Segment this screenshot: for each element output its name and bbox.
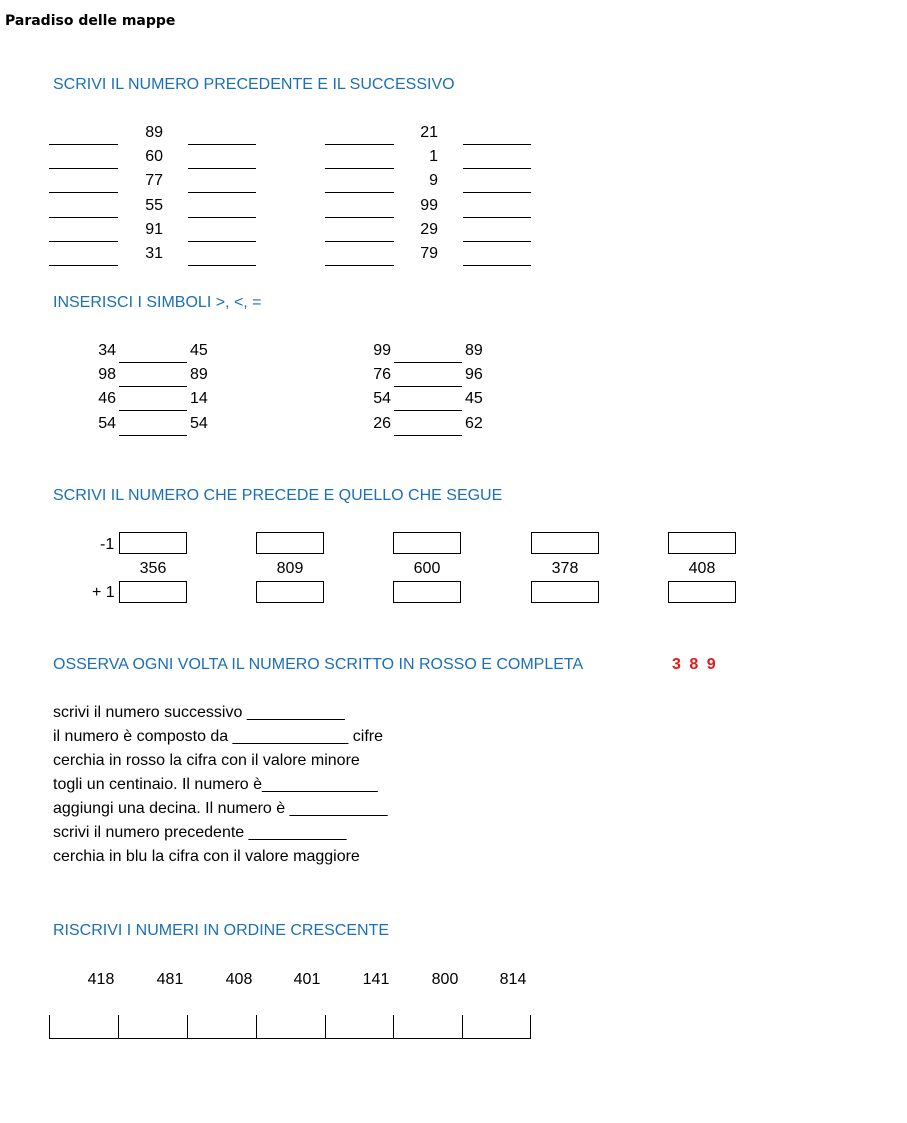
- answer-slot[interactable]: [119, 1015, 187, 1038]
- compare-right-number: 96: [465, 366, 483, 384]
- given-number: 31: [145, 245, 163, 262]
- number-to-order: 800: [431, 971, 459, 988]
- brand-title: Paradiso delle mappe: [5, 13, 176, 29]
- number-to-order: 141: [362, 971, 390, 988]
- answer-line-next[interactable]: [463, 241, 531, 242]
- answer-line-previous[interactable]: [325, 144, 394, 145]
- answer-line-previous[interactable]: [325, 217, 394, 218]
- answer-line-next[interactable]: [463, 217, 531, 218]
- symbol-answer-line[interactable]: [119, 410, 187, 411]
- answer-line-next[interactable]: [463, 265, 531, 266]
- scale-tick: [530, 1015, 531, 1039]
- compare-left-number: 98: [98, 366, 116, 384]
- number-to-order: 481: [156, 971, 184, 988]
- previous-number-box[interactable]: [256, 532, 324, 554]
- answer-line-previous[interactable]: [49, 144, 118, 145]
- answer-slot[interactable]: [463, 1015, 530, 1038]
- number-to-order: 418: [87, 971, 115, 988]
- given-number: 79: [420, 245, 438, 262]
- instruction-line: togli un centinaio. Il numero è_____________: [53, 776, 378, 793]
- answer-line-previous[interactable]: [49, 192, 118, 193]
- symbol-answer-line[interactable]: [119, 362, 187, 363]
- instruction-line: scrivi il numero precedente ___________: [53, 824, 347, 841]
- instruction-line: scrivi il numero successivo ___________: [53, 704, 345, 721]
- section-title-precede-follow: SCRIVI IL NUMERO CHE PRECEDE E QUELLO CHE SEGUE: [53, 487, 503, 504]
- compare-left-number: 26: [373, 414, 391, 432]
- answer-baseline: [49, 1038, 531, 1039]
- answer-line-previous[interactable]: [325, 241, 394, 242]
- compare-right-number: 89: [465, 342, 483, 359]
- symbol-answer-line[interactable]: [119, 386, 187, 387]
- instruction-line: il numero è composto da _____________ cifre: [53, 728, 383, 745]
- previous-number-box[interactable]: [668, 532, 736, 554]
- compare-right-number: 45: [190, 342, 208, 359]
- answer-line-next[interactable]: [188, 217, 256, 218]
- given-number: 21: [420, 124, 438, 141]
- answer-line-next[interactable]: [188, 168, 256, 169]
- given-number: 378: [551, 560, 579, 577]
- section-title-observe: OSSERVA OGNI VOLTA IL NUMERO SCRITTO IN ROSSO E COMPLETA: [53, 656, 584, 673]
- symbol-answer-line[interactable]: [394, 435, 462, 436]
- given-number: 91: [145, 220, 163, 238]
- answer-line-previous[interactable]: [325, 192, 394, 193]
- given-number: 99: [420, 196, 438, 214]
- previous-number-box[interactable]: [119, 532, 187, 554]
- given-number: 600: [413, 560, 441, 577]
- red-number: 3 8 9: [672, 656, 718, 673]
- next-number-box[interactable]: [256, 581, 324, 603]
- answer-line-next[interactable]: [188, 144, 256, 145]
- given-number: 55: [145, 196, 163, 214]
- next-number-box[interactable]: [531, 581, 599, 603]
- number-to-order: 401: [293, 971, 321, 988]
- answer-line-next[interactable]: [188, 192, 256, 193]
- answer-line-next[interactable]: [188, 265, 256, 266]
- compare-left-number: 46: [98, 390, 116, 408]
- next-number-box[interactable]: [393, 581, 461, 603]
- compare-right-number: 45: [465, 390, 483, 408]
- next-number-box[interactable]: [668, 581, 736, 603]
- given-number: 60: [145, 148, 163, 166]
- instruction-list: [53, 701, 388, 869]
- answer-line-next[interactable]: [463, 144, 531, 145]
- symbol-answer-line[interactable]: [394, 410, 462, 411]
- number-to-order: 408: [225, 971, 253, 988]
- previous-number-box[interactable]: [393, 532, 461, 554]
- given-number: 408: [688, 560, 716, 577]
- answer-slot[interactable]: [50, 1015, 118, 1038]
- section-title-ascending: RISCRIVI I NUMERI IN ORDINE CRESCENTE: [53, 922, 390, 939]
- answer-line-next[interactable]: [463, 168, 531, 169]
- minus-one-label: -1: [100, 536, 115, 553]
- given-number: 809: [276, 560, 304, 577]
- answer-line-previous[interactable]: [49, 265, 118, 266]
- compare-right-number: 54: [190, 414, 208, 432]
- instruction-line: aggiungi una decina. Il numero è ___________: [53, 800, 388, 817]
- next-number-box[interactable]: [119, 581, 187, 603]
- compare-right-number: 89: [190, 366, 208, 384]
- answer-line-next[interactable]: [188, 241, 256, 242]
- compare-left-number: 76: [373, 366, 391, 384]
- answer-line-next[interactable]: [463, 192, 531, 193]
- instruction-line: cerchia in blu la cifra con il valore maggiore: [53, 848, 360, 865]
- section-title-symbols: INSERISCI I SIMBOLI >, <, =: [53, 294, 262, 311]
- section-title-prev-next: SCRIVI IL NUMERO PRECEDENTE E IL SUCCESSIVO: [53, 76, 455, 93]
- symbol-answer-line[interactable]: [394, 362, 462, 363]
- symbol-answer-line[interactable]: [119, 435, 187, 436]
- compare-left-number: 34: [98, 342, 116, 359]
- given-number: 356: [139, 560, 167, 577]
- answer-slot[interactable]: [326, 1015, 393, 1038]
- compare-left-number: 99: [373, 342, 391, 359]
- answer-slot[interactable]: [257, 1015, 325, 1038]
- symbol-answer-line[interactable]: [394, 386, 462, 387]
- compare-left-number: 54: [373, 390, 391, 408]
- answer-line-previous[interactable]: [49, 241, 118, 242]
- compare-left-number: 54: [98, 414, 116, 432]
- answer-line-previous[interactable]: [325, 168, 394, 169]
- answer-line-previous[interactable]: [49, 168, 118, 169]
- answer-line-previous[interactable]: [325, 265, 394, 266]
- compare-right-number: 62: [465, 414, 483, 432]
- given-number: 9: [429, 172, 438, 190]
- instruction-line: cerchia in rosso la cifra con il valore minore: [53, 752, 360, 769]
- given-number: 1: [429, 148, 438, 166]
- given-number: 89: [145, 124, 163, 141]
- plus-one-label: + 1: [92, 584, 115, 601]
- answer-slot[interactable]: [394, 1015, 462, 1038]
- previous-number-box[interactable]: [531, 532, 599, 554]
- compare-right-number: 14: [190, 390, 208, 408]
- given-number: 77: [145, 172, 163, 190]
- answer-slot[interactable]: [188, 1015, 256, 1038]
- answer-line-previous[interactable]: [49, 217, 118, 218]
- given-number: 29: [420, 220, 438, 238]
- number-to-order: 814: [499, 971, 527, 988]
